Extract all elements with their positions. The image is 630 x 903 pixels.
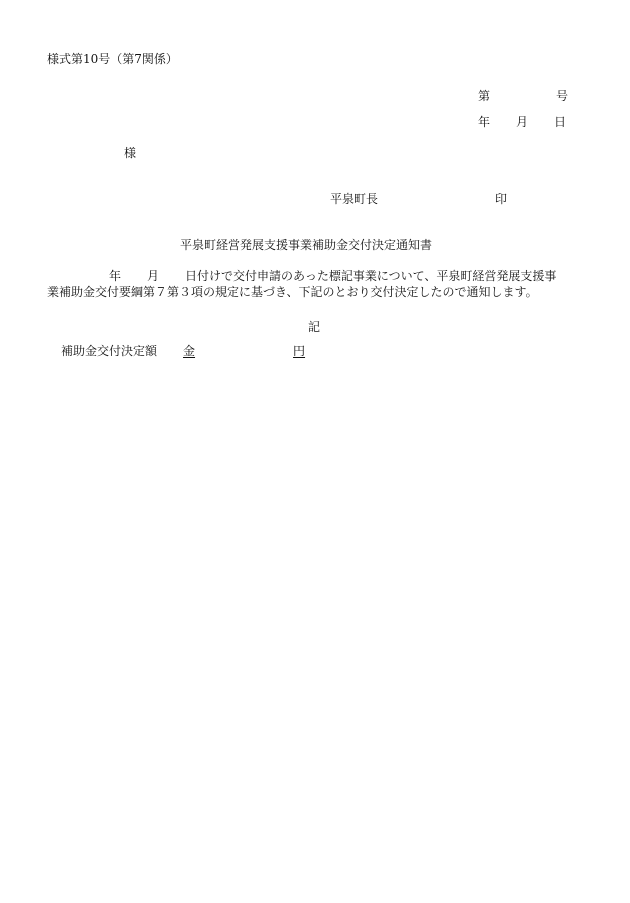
date-year: 年 [478, 115, 491, 129]
body-line-1 [47, 268, 587, 284]
date-day: 日 [554, 115, 567, 129]
amount-suffix: 円 [293, 344, 306, 358]
grant-amount-row [61, 345, 305, 357]
notes-heading: 記 [308, 320, 321, 334]
document-title: 平泉町経営発展支援事業補助金交付決定通知書 [180, 238, 433, 252]
seal-mark: 印 [495, 192, 508, 206]
form-number: 様式第10号（第7関係） [47, 52, 178, 66]
date-month: 月 [516, 115, 529, 129]
issue-date [478, 116, 566, 128]
reference-number [478, 90, 568, 102]
body-line-2: 業補助金交付要綱第７第３項の規定に基づき、下記のとおり交付決定したので通知します。 [47, 285, 538, 299]
body-paragraph [47, 268, 587, 300]
amount-prefix: 金 [183, 344, 196, 358]
body-month: 月 [147, 269, 160, 283]
reference-suffix: 号 [556, 89, 569, 103]
body-year: 年 [109, 269, 122, 283]
body-line-1-text: 日付けで交付申請のあった標記事業について、平泉町経営発展支援事 [185, 269, 557, 283]
amount-label: 補助金交付決定額 [61, 344, 158, 358]
addressee-suffix: 様 [124, 146, 137, 160]
sender-name: 平泉町長 [330, 192, 379, 206]
reference-prefix: 第 [478, 89, 491, 103]
amount-field [183, 344, 305, 358]
